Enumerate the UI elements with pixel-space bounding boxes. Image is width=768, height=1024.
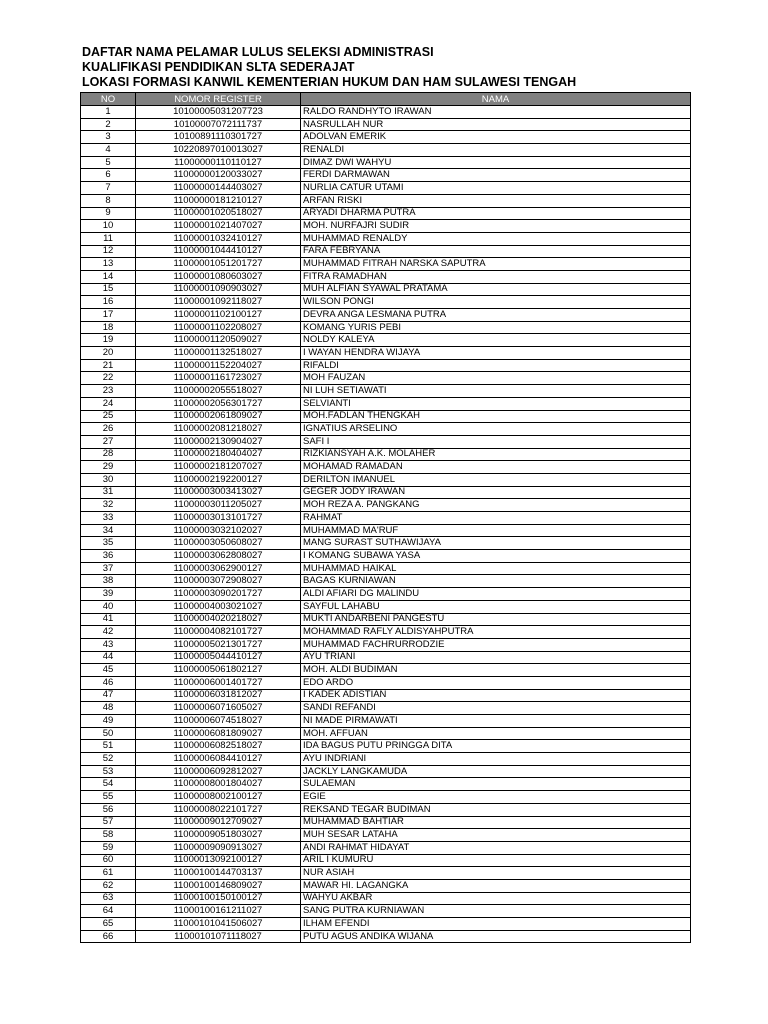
cell-register-number: 11000001044410127	[136, 245, 301, 258]
cell-no: 59	[81, 841, 136, 854]
cell-register-number: 11000001032410127	[136, 232, 301, 245]
table-header-row	[81, 93, 691, 106]
table-row	[81, 435, 691, 448]
cell-no: 10	[81, 220, 136, 233]
cell-no: 1	[81, 106, 136, 119]
cell-register-number: 11000008001804027	[136, 778, 301, 791]
cell-register-number: 11000001102100127	[136, 309, 301, 322]
cell-register-number: 11000003003413027	[136, 486, 301, 499]
cell-register-number: 11000005061802127	[136, 664, 301, 677]
cell-no: 53	[81, 765, 136, 778]
cell-nama: MAWAR HI. LAGANGKA	[301, 879, 691, 892]
table-row	[81, 829, 691, 842]
applicant-table	[80, 92, 691, 943]
cell-no: 9	[81, 207, 136, 220]
cell-nama: MUHAMMAD RENALDY	[301, 232, 691, 245]
cell-no: 15	[81, 283, 136, 296]
cell-register-number: 11000001120509027	[136, 334, 301, 347]
cell-nama: DIMAZ DWI WAHYU	[301, 156, 691, 169]
table-row	[81, 258, 691, 271]
cell-no: 44	[81, 651, 136, 664]
cell-register-number: 11000002061809027	[136, 410, 301, 423]
cell-no: 34	[81, 524, 136, 537]
cell-no: 2	[81, 118, 136, 131]
table-row	[81, 512, 691, 525]
cell-register-number: 11000001051201727	[136, 258, 301, 271]
table-row	[81, 321, 691, 334]
cell-nama: RIFALDI	[301, 359, 691, 372]
cell-register-number: 10100891110301727	[136, 131, 301, 144]
table-row	[81, 588, 691, 601]
cell-nama: MOHAMMAD RAFLY ALDISYAHPUTRA	[301, 626, 691, 639]
cell-no: 16	[81, 296, 136, 309]
cell-register-number: 11000101071118027	[136, 930, 301, 943]
cell-no: 62	[81, 879, 136, 892]
cell-no: 13	[81, 258, 136, 271]
table-row	[81, 803, 691, 816]
cell-no: 61	[81, 867, 136, 880]
cell-register-number: 11000013092100127	[136, 854, 301, 867]
table-row	[81, 550, 691, 563]
cell-nama: MUH ALFIAN SYAWAL PRATAMA	[301, 283, 691, 296]
cell-register-number: 10100005031207723	[136, 106, 301, 119]
table-row	[81, 841, 691, 854]
cell-no: 28	[81, 448, 136, 461]
cell-nama: MOH. ALDI BUDIMAN	[301, 664, 691, 677]
cell-nama: I KOMANG SUBAWA YASA	[301, 550, 691, 563]
cell-register-number: 11000009090913027	[136, 841, 301, 854]
cell-register-number: 11000009051803027	[136, 829, 301, 842]
cell-no: 6	[81, 169, 136, 182]
table-row	[81, 854, 691, 867]
cell-nama: MUHAMMAD HAIKAL	[301, 562, 691, 575]
cell-register-number: 11000004020218027	[136, 613, 301, 626]
table-row	[81, 651, 691, 664]
cell-no: 45	[81, 664, 136, 677]
cell-register-number: 11000003032102027	[136, 524, 301, 537]
table-row	[81, 892, 691, 905]
cell-nama: NURLIA CATUR UTAMI	[301, 182, 691, 195]
cell-nama: I WAYAN HENDRA WIJAYA	[301, 347, 691, 360]
cell-register-number: 11000001152204027	[136, 359, 301, 372]
cell-register-number: 11000100146809027	[136, 879, 301, 892]
cell-register-number: 11000001020518027	[136, 207, 301, 220]
cell-register-number: 10100007072111737	[136, 118, 301, 131]
table-row	[81, 930, 691, 943]
cell-no: 22	[81, 372, 136, 385]
cell-no: 29	[81, 461, 136, 474]
cell-nama: MUHAMMAD MA'RUF	[301, 524, 691, 537]
cell-register-number: 11000003011205027	[136, 499, 301, 512]
cell-nama: NOLDY KALEYA	[301, 334, 691, 347]
column-header-nama: NAMA	[301, 93, 691, 106]
cell-nama: DEVRA ANGA LESMANA PUTRA	[301, 309, 691, 322]
table-row	[81, 664, 691, 677]
cell-no: 24	[81, 397, 136, 410]
cell-nama: MANG SURAST SUTHAWIJAYA	[301, 537, 691, 550]
cell-register-number: 11000009012709027	[136, 816, 301, 829]
cell-register-number: 11000000110110127	[136, 156, 301, 169]
cell-nama: MOH. NURFAJRI SUDIR	[301, 220, 691, 233]
cell-nama: WILSON PONGI	[301, 296, 691, 309]
cell-nama: MOH. AFFUAN	[301, 727, 691, 740]
table-row	[81, 702, 691, 715]
table-row	[81, 372, 691, 385]
cell-nama: MUH SESAR LATAHA	[301, 829, 691, 842]
column-header-no: NO	[81, 93, 136, 106]
cell-no: 7	[81, 182, 136, 195]
cell-nama: BAGAS KURNIAWAN	[301, 575, 691, 588]
table-row	[81, 194, 691, 207]
table-row	[81, 778, 691, 791]
table-row	[81, 385, 691, 398]
cell-register-number: 11000001021407027	[136, 220, 301, 233]
table-row	[81, 169, 691, 182]
table-row	[81, 715, 691, 728]
cell-no: 64	[81, 905, 136, 918]
cell-nama: ARIL I KUMURU	[301, 854, 691, 867]
cell-nama: SANDI REFANDI	[301, 702, 691, 715]
cell-nama: I KADEK ADISTIAN	[301, 689, 691, 702]
cell-no: 46	[81, 676, 136, 689]
table-row	[81, 600, 691, 613]
table-row	[81, 245, 691, 258]
cell-no: 35	[81, 537, 136, 550]
cell-register-number: 11000002130904027	[136, 435, 301, 448]
table-row	[81, 359, 691, 372]
cell-nama: FERDI DARMAWAN	[301, 169, 691, 182]
table-row	[81, 575, 691, 588]
cell-nama: PUTU AGUS ANDIKA WIJANA	[301, 930, 691, 943]
table-row	[81, 676, 691, 689]
cell-register-number: 11000006031812027	[136, 689, 301, 702]
cell-no: 36	[81, 550, 136, 563]
table-row	[81, 347, 691, 360]
cell-no: 41	[81, 613, 136, 626]
document-title: DAFTAR NAMA PELAMAR LULUS SELEKSI ADMINISTRASI	[82, 45, 434, 59]
table-row	[81, 283, 691, 296]
cell-register-number: 11000000120033027	[136, 169, 301, 182]
cell-register-number: 11000005021301727	[136, 638, 301, 651]
cell-register-number: 11000101041506027	[136, 918, 301, 931]
cell-register-number: 11000006084410127	[136, 753, 301, 766]
cell-no: 8	[81, 194, 136, 207]
cell-no: 48	[81, 702, 136, 715]
cell-no: 47	[81, 689, 136, 702]
cell-no: 66	[81, 930, 136, 943]
cell-register-number: 11000001161723027	[136, 372, 301, 385]
cell-no: 55	[81, 791, 136, 804]
table-row	[81, 562, 691, 575]
cell-nama: MUHAMMAD BAHTIAR	[301, 816, 691, 829]
table-row	[81, 740, 691, 753]
cell-nama: MOHAMAD RAMADAN	[301, 461, 691, 474]
cell-no: 57	[81, 816, 136, 829]
cell-no: 18	[81, 321, 136, 334]
table-row	[81, 144, 691, 157]
table-body	[81, 106, 691, 943]
cell-no: 19	[81, 334, 136, 347]
table-row	[81, 156, 691, 169]
table-row	[81, 220, 691, 233]
cell-nama: JACKLY LANGKAMUDA	[301, 765, 691, 778]
cell-no: 33	[81, 512, 136, 525]
table-row	[81, 270, 691, 283]
cell-register-number: 11000100161211027	[136, 905, 301, 918]
table-row	[81, 638, 691, 651]
cell-nama: KOMANG YURIS PEBI	[301, 321, 691, 334]
cell-no: 32	[81, 499, 136, 512]
cell-register-number: 11000003050608027	[136, 537, 301, 550]
cell-nama: ILHAM EFENDI	[301, 918, 691, 931]
cell-nama: EDO ARDO	[301, 676, 691, 689]
cell-nama: DERILTON IMANUEL	[301, 473, 691, 486]
cell-nama: MOH REZA A. PANGKANG	[301, 499, 691, 512]
cell-nama: IGNATIUS ARSELINO	[301, 423, 691, 436]
document-subtitle-qualification: KUALIFIKASI PENDIDIKAN SLTA SEDERAJAT	[82, 60, 355, 74]
table-row	[81, 232, 691, 245]
cell-nama: SULAEMAN	[301, 778, 691, 791]
cell-register-number: 11000002056301727	[136, 397, 301, 410]
cell-no: 30	[81, 473, 136, 486]
cell-register-number: 11000002181207027	[136, 461, 301, 474]
cell-nama: FITRA RAMADHAN	[301, 270, 691, 283]
cell-nama: SANG PUTRA KURNIAWAN	[301, 905, 691, 918]
cell-no: 5	[81, 156, 136, 169]
cell-nama: NUR ASIAH	[301, 867, 691, 880]
cell-no: 60	[81, 854, 136, 867]
cell-register-number: 11000001090903027	[136, 283, 301, 296]
cell-register-number: 11000001132518027	[136, 347, 301, 360]
cell-no: 65	[81, 918, 136, 931]
cell-register-number: 11000004003021027	[136, 600, 301, 613]
cell-register-number: 11000003062808027	[136, 550, 301, 563]
cell-no: 38	[81, 575, 136, 588]
cell-no: 23	[81, 385, 136, 398]
table-row	[81, 918, 691, 931]
table-row	[81, 765, 691, 778]
cell-nama: FARA FEBRYANA	[301, 245, 691, 258]
table-row	[81, 816, 691, 829]
cell-nama: NI MADE PIRMAWATI	[301, 715, 691, 728]
cell-nama: ARYADI DHARMA PUTRA	[301, 207, 691, 220]
table-row	[81, 689, 691, 702]
cell-no: 58	[81, 829, 136, 842]
cell-register-number: 11000008022101727	[136, 803, 301, 816]
cell-register-number: 11000008002100127	[136, 791, 301, 804]
cell-register-number: 11000006082518027	[136, 740, 301, 753]
document-subtitle-location: LOKASI FORMASI KANWIL KEMENTERIAN HUKUM DAN HAM SULAWESI TENGAH	[82, 75, 577, 89]
cell-no: 49	[81, 715, 136, 728]
cell-no: 52	[81, 753, 136, 766]
cell-register-number: 10220897010013027	[136, 144, 301, 157]
column-header-register: NOMOR REGISTER	[136, 93, 301, 106]
cell-nama: GEGER JODY IRAWAN	[301, 486, 691, 499]
cell-no: 25	[81, 410, 136, 423]
cell-nama: MOH.FADLAN THENGKAH	[301, 410, 691, 423]
cell-no: 27	[81, 435, 136, 448]
table-row	[81, 410, 691, 423]
cell-register-number: 11000003090201727	[136, 588, 301, 601]
table-row	[81, 182, 691, 195]
cell-no: 63	[81, 892, 136, 905]
table-row	[81, 397, 691, 410]
cell-register-number: 11000000144403027	[136, 182, 301, 195]
cell-register-number: 11000006001401727	[136, 676, 301, 689]
cell-no: 17	[81, 309, 136, 322]
cell-nama: SAFI I	[301, 435, 691, 448]
cell-nama: SELVIANTI	[301, 397, 691, 410]
table-row	[81, 296, 691, 309]
cell-nama: NI LUH SETIAWATI	[301, 385, 691, 398]
cell-no: 56	[81, 803, 136, 816]
cell-no: 12	[81, 245, 136, 258]
table-row	[81, 905, 691, 918]
cell-register-number: 11000004082101727	[136, 626, 301, 639]
table-row	[81, 753, 691, 766]
cell-no: 42	[81, 626, 136, 639]
table-row	[81, 486, 691, 499]
cell-nama: ADOLVAN EMERIK	[301, 131, 691, 144]
cell-register-number: 11000003062900127	[136, 562, 301, 575]
table-row	[81, 461, 691, 474]
cell-nama: RIZKIANSYAH A.K. MOLAHER	[301, 448, 691, 461]
cell-register-number: 11000001102208027	[136, 321, 301, 334]
cell-no: 43	[81, 638, 136, 651]
cell-nama: ARFAN RISKI	[301, 194, 691, 207]
cell-no: 31	[81, 486, 136, 499]
cell-no: 11	[81, 232, 136, 245]
table-row	[81, 207, 691, 220]
cell-nama: RAHMAT	[301, 512, 691, 525]
table-row	[81, 334, 691, 347]
cell-no: 3	[81, 131, 136, 144]
cell-register-number: 11000003013101727	[136, 512, 301, 525]
cell-register-number: 11000002055518027	[136, 385, 301, 398]
cell-nama: RENALDI	[301, 144, 691, 157]
cell-nama: ALDI AFIARI DG MALINDU	[301, 588, 691, 601]
cell-register-number: 11000100150100127	[136, 892, 301, 905]
cell-nama: SAYFUL LAHABU	[301, 600, 691, 613]
cell-register-number: 11000001080603027	[136, 270, 301, 283]
cell-register-number: 11000000181210127	[136, 194, 301, 207]
cell-no: 51	[81, 740, 136, 753]
cell-no: 37	[81, 562, 136, 575]
cell-register-number: 11000006071605027	[136, 702, 301, 715]
cell-no: 20	[81, 347, 136, 360]
cell-nama: MUHAMMAD FACHRURRODZIE	[301, 638, 691, 651]
table-row	[81, 499, 691, 512]
cell-nama: MUKTI ANDARBENI PANGESTU	[301, 613, 691, 626]
table-row	[81, 613, 691, 626]
cell-register-number: 11000006074518027	[136, 715, 301, 728]
cell-nama: AYU INDRIANI	[301, 753, 691, 766]
cell-nama: MOH FAUZAN	[301, 372, 691, 385]
cell-nama: MUHAMMAD FITRAH NARSKA SAPUTRA	[301, 258, 691, 271]
table-row	[81, 524, 691, 537]
cell-no: 54	[81, 778, 136, 791]
cell-no: 40	[81, 600, 136, 613]
cell-nama: EGIE	[301, 791, 691, 804]
cell-register-number: 11000002192200127	[136, 473, 301, 486]
cell-no: 26	[81, 423, 136, 436]
cell-nama: WAHYU AKBAR	[301, 892, 691, 905]
table-row	[81, 309, 691, 322]
table-row	[81, 448, 691, 461]
table-row	[81, 727, 691, 740]
cell-register-number: 11000006081809027	[136, 727, 301, 740]
cell-nama: NASRULLAH NUR	[301, 118, 691, 131]
cell-no: 50	[81, 727, 136, 740]
cell-register-number: 11000002180404027	[136, 448, 301, 461]
cell-no: 21	[81, 359, 136, 372]
cell-no: 14	[81, 270, 136, 283]
cell-register-number: 11000100144703137	[136, 867, 301, 880]
table-row	[81, 473, 691, 486]
table-row	[81, 626, 691, 639]
cell-register-number: 11000003072908027	[136, 575, 301, 588]
table-row	[81, 879, 691, 892]
table-row	[81, 423, 691, 436]
cell-nama: IDA BAGUS PUTU PRINGGA DITA	[301, 740, 691, 753]
cell-register-number: 11000002081218027	[136, 423, 301, 436]
cell-nama: AYU TRIANI	[301, 651, 691, 664]
table-row	[81, 537, 691, 550]
table-row	[81, 106, 691, 119]
table-row	[81, 131, 691, 144]
cell-register-number: 11000001092118027	[136, 296, 301, 309]
cell-no: 39	[81, 588, 136, 601]
cell-nama: REKSAND TEGAR BUDIMAN	[301, 803, 691, 816]
cell-nama: ANDI RAHMAT HIDAYAT	[301, 841, 691, 854]
table-row	[81, 118, 691, 131]
table-row	[81, 791, 691, 804]
cell-register-number: 11000005044410127	[136, 651, 301, 664]
cell-nama: RALDO RANDHYTO IRAWAN	[301, 106, 691, 119]
cell-register-number: 11000006092812027	[136, 765, 301, 778]
cell-no: 4	[81, 144, 136, 157]
table-row	[81, 867, 691, 880]
document-header	[82, 45, 576, 90]
